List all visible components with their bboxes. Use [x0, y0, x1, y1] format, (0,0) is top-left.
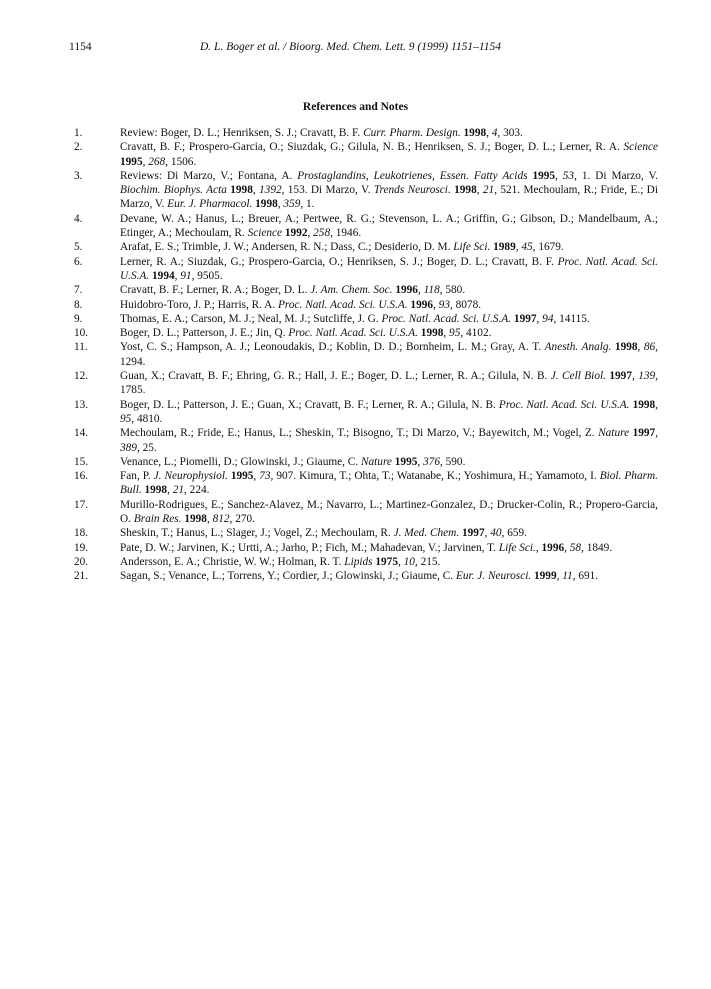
citation-text: Cravatt, B. F.; Lerner, R. A.; Boger, D. L. [120, 284, 311, 297]
citation-text: , [252, 184, 260, 197]
citation-text: Pate, D. W.; Jarvinen, K.; Urtti, A.; Jarho, P.; Fich, M.; Mahadevan, V.; Jarvinen, T. [120, 541, 499, 554]
reference-text [120, 369, 658, 398]
citation-text: , 907. Kimura, T.; Ohta, T.; Watanabe, K.; Yoshimura, H.; Yamamoto, I. [270, 470, 600, 483]
citation-italic: 21 [482, 184, 495, 197]
citation-text: , 8078. [449, 298, 482, 311]
citation-year: 1996 [410, 298, 434, 311]
citation-italic: 53 [562, 169, 575, 182]
reference-text [120, 469, 658, 498]
citation-text: Cravatt, B. F.; Prospero-Garcia, O.; Siuzdak, G.; Gilula, N. B.; Henriksen, S. J.; Boger, D. L.; Lerner, R. A. [120, 141, 624, 154]
reference-text [120, 398, 658, 427]
reference-text [120, 340, 658, 369]
citation-italic: 91 [180, 269, 192, 282]
citation-text: , 4102. [460, 327, 492, 340]
citation-italic: Lipids [344, 555, 373, 568]
citation-year: 1992 [284, 227, 308, 240]
citation-year: 1998 [614, 341, 638, 354]
citation-italic: 86 [643, 341, 656, 354]
citation-italic: 10 [403, 555, 415, 568]
reference-number: 5. [74, 241, 83, 254]
citation-text: Sagan, S.; Venance, L.; Torrens, Y.; Cordier, J.; Glowinski, J.; Giaume, C. [120, 570, 456, 583]
reference-item [74, 398, 658, 427]
running-title: D. L. Boger et al. / Bioorg. Med. Chem. Lett. 9 (1999) 1151–1154 [200, 41, 501, 53]
reference-item [74, 126, 658, 140]
citation-italic: 95 [120, 412, 132, 425]
citation-italic: J. Am. Chem. Soc. [310, 284, 393, 297]
reference-item [74, 369, 658, 398]
citation-italic: Anesth. Analg. [544, 341, 612, 354]
citation-text: , [564, 541, 570, 554]
reference-number: 6. [74, 255, 83, 268]
reference-number: 9. [74, 312, 83, 325]
citation-text: , 590. [439, 455, 466, 468]
citation-text: Reviews: Di Marzo, V.; Fontana, A. [120, 169, 298, 182]
citation-italic: 73 [259, 470, 271, 483]
citation-text: , 25. [136, 441, 157, 454]
citation-year: 1997 [632, 427, 656, 440]
reference-item [74, 541, 658, 555]
page-number: 1154 [69, 41, 92, 53]
citation-italic: 268 [148, 155, 166, 168]
citation-italic: Curr. Pharm. Design. [363, 127, 461, 139]
citation-text: Review: Boger, D. L.; Henriksen, S. J.; Cravatt, B. F. [120, 127, 364, 139]
citation-year: 1997 [462, 527, 485, 540]
citation-text: , [417, 455, 424, 468]
citation-text: , [174, 269, 181, 282]
citation-text: , 224. [184, 484, 210, 497]
reference-item [74, 498, 658, 527]
citation-text: Devane, W. A.; Hanus, L.; Breuer, A.; Pertwee, R. G.; Stevenson, L. A.; Griffin, G.; Gibson, D.; Mandelbaum, A.; Etinger, A.; Mechoulam, R. [120, 212, 658, 240]
citation-text: , 1679. [532, 241, 564, 254]
citation-italic: Prostaglandins, Leukotrienes, Essen. Fatty Acids [297, 169, 528, 182]
citation-year: 1996 [395, 284, 418, 297]
citation-year: 1995 [394, 455, 418, 468]
reference-number: 2. [74, 141, 83, 154]
citation-italic: Proc. Natl. Acad. Sci. U.S.A. [288, 327, 418, 340]
reference-number: 8. [74, 298, 83, 311]
citation-text: , 270. [229, 513, 255, 526]
citation-year: 1989 [493, 241, 516, 254]
citation-year: 1998 [144, 484, 168, 497]
citation-text: , [433, 298, 439, 311]
citation-italic: 139 [638, 370, 656, 383]
reference-list [74, 126, 658, 584]
citation-year: 1998 [463, 127, 487, 139]
reference-item [74, 140, 658, 169]
citation-italic: J. Med. Chem. [393, 527, 460, 540]
citation-text: , 659. [501, 527, 527, 540]
citation-year: 1998 [230, 184, 253, 197]
citation-text: , [556, 570, 563, 583]
citation-text: , 1. Di Marzo, V. [574, 169, 659, 182]
citation-italic: Proc. Natl. Acad. Sci. U.S.A. [278, 298, 408, 311]
citation-text: , [476, 184, 483, 197]
citation-italic: Life Sci. [453, 241, 491, 254]
citation-italic: 118 [423, 284, 440, 297]
citation-italic: Biol. Pharm. Bull. [120, 470, 658, 497]
citation-text: , [637, 341, 644, 354]
reference-text [120, 455, 658, 469]
reference-text [120, 326, 658, 340]
citation-text: , 153. Di Marzo, V. [281, 184, 374, 197]
reference-text [120, 255, 658, 284]
reference-text [120, 140, 658, 169]
citation-text: , 14115. [553, 312, 590, 325]
reference-number: 21. [74, 570, 89, 583]
citation-italic: J. Neurophysiol. [153, 470, 228, 483]
citation-italic: 93 [438, 298, 450, 311]
reference-number: 19. [74, 541, 89, 554]
citation-text: , [206, 513, 213, 526]
citation-text: , 1785. [120, 370, 659, 397]
citation-italic: 389 [120, 441, 137, 454]
citation-year: 1975 [375, 555, 398, 568]
reference-text [120, 426, 658, 455]
citation-text: Boger, D. L.; Patterson, J. E.; Guan, X.; Cravatt, B. F.; Lerner, R. A.; Gilula, N. B. [120, 398, 499, 411]
reference-text [120, 283, 658, 297]
citation-text: , [535, 541, 542, 554]
reference-item [74, 283, 658, 297]
citation-text: Venance, L.; Piomelli, D.; Glowinski, J.; Giaume, C. [120, 455, 361, 468]
reference-item [74, 240, 658, 254]
reference-item [74, 255, 658, 284]
reference-text [120, 240, 658, 254]
citation-italic: Brain Res. [133, 513, 182, 526]
citation-text: Mechoulam, R.; Fride, E.; Hanus, L.; Sheskin, T.; Bisogno, T.; Di Marzo, V.; Bayewitch, M.; Vogel, Z. [120, 427, 599, 440]
reference-item [74, 340, 658, 369]
reference-number: 11. [74, 341, 88, 354]
citation-italic: Proc. Natl. Acad. Sci. U.S.A. [120, 255, 658, 282]
citation-text: , 521. Mechoulam, R.; Fride, E.; Di Marzo, V. [120, 184, 658, 211]
citation-italic: 40 [490, 527, 502, 540]
citation-italic: 45 [521, 241, 533, 254]
citation-text: , [417, 284, 424, 297]
citation-text: Yost, C. S.; Hampson, A. J.; Leonoudakis, D.; Koblin, D. D.; Bornheim, L. M.; Gray, A. T. [120, 341, 545, 354]
citation-text: Thomas, E. A.; Carson, M. J.; Neal, M. J.; Sutcliffe, J. G. [120, 312, 382, 325]
page-header [69, 41, 651, 57]
reference-item [74, 555, 658, 569]
citation-italic: 1392 [259, 184, 282, 197]
citation-text: , [253, 470, 260, 483]
citation-italic: Nature [360, 455, 392, 468]
citation-year: 1996 [541, 541, 565, 554]
citation-text: , [397, 555, 404, 568]
citation-year: 1997 [513, 312, 537, 325]
citation-text: Fan, P. [120, 470, 154, 483]
reference-item [74, 469, 658, 498]
citation-text: , [515, 241, 522, 254]
citation-text: , 1294. [120, 341, 659, 368]
citation-text: , [484, 527, 491, 540]
reference-text [120, 541, 658, 555]
citation-text: , 9505. [191, 269, 223, 282]
reference-item [74, 526, 658, 540]
reference-text [120, 569, 658, 583]
citation-text: , [167, 484, 173, 497]
reference-number: 13. [74, 398, 89, 411]
citation-italic: Science [247, 227, 283, 240]
citation-year: 1999 [534, 570, 557, 583]
reference-item [74, 312, 658, 326]
reference-text [120, 212, 658, 241]
citation-italic: Trends Neurosci. [373, 184, 451, 197]
citation-text: , [655, 427, 659, 440]
reference-number: 15. [74, 455, 89, 468]
reference-number: 10. [74, 327, 89, 340]
reference-text [120, 526, 658, 540]
citation-italic: Proc. Natl. Acad. Sci. U.S.A. [381, 312, 512, 325]
citation-year: 1995 [120, 155, 143, 168]
citation-year: 1994 [152, 269, 175, 282]
reference-number: 20. [74, 555, 89, 568]
citation-text: , [307, 227, 314, 240]
citation-year: 1998 [184, 513, 207, 526]
citation-italic: 58 [569, 541, 582, 554]
citation-text: , [536, 312, 543, 325]
citation-text: , 691. [572, 570, 599, 583]
citation-text: , [555, 169, 563, 182]
citation-text: Lerner, R. A.; Siuzdak, G.; Prospero-Garcia, O.; Henriksen, S. J.; Boger, D. L.; Cravatt, B. F. [120, 255, 558, 268]
citation-italic: 4 [491, 127, 498, 139]
citation-italic: 812 [212, 513, 230, 526]
citation-text: , 1849. [581, 541, 613, 554]
citation-text: , [631, 370, 639, 383]
reference-item [74, 426, 658, 455]
citation-italic: Nature [598, 427, 630, 440]
citation-text: , [486, 127, 492, 139]
citation-italic: Proc. Natl. Acad. Sci. U.S.A. [498, 398, 630, 411]
citation-year: 1995 [230, 470, 254, 483]
reference-number: 17. [74, 498, 89, 511]
citation-year: 1998 [255, 198, 278, 211]
citation-italic: Biochim. Biophys. Acta [120, 184, 227, 197]
reference-number: 3. [74, 169, 83, 182]
citation-italic: 95 [449, 327, 461, 340]
citation-text: , 215. [414, 555, 441, 568]
reference-number: 16. [74, 470, 89, 483]
citation-year: 1998 [454, 184, 477, 197]
reference-number: 7. [74, 284, 83, 297]
citation-text: , 303. [497, 127, 523, 139]
reference-number: 1. [74, 127, 83, 139]
reference-text [120, 498, 658, 527]
reference-number: 4. [74, 212, 83, 225]
citation-year: 1998 [632, 398, 656, 411]
citation-year: 1995 [532, 169, 556, 182]
citation-italic: 11 [562, 570, 573, 583]
reference-text [120, 312, 658, 326]
citation-text: Sheskin, T.; Hanus, L.; Slager, J.; Vogel, Z.; Mechoulam, R. [120, 527, 394, 540]
reference-item [74, 212, 658, 241]
citation-text: , 4810. [131, 412, 163, 425]
citation-italic: Eur. J. Neurosci. [455, 570, 532, 583]
section-heading: References and Notes [302, 101, 409, 113]
citation-text: , 1946. [330, 227, 362, 240]
reference-number: 14. [74, 427, 89, 440]
reference-text [120, 555, 658, 569]
reference-item [74, 326, 658, 340]
citation-text: Huidobro-Toro, J. P.; Harris, R. A. [120, 298, 278, 311]
citation-text: , [655, 398, 658, 411]
citation-text: , [277, 198, 284, 211]
citation-italic: Science [623, 141, 658, 154]
citation-italic: Life Sci. [498, 541, 536, 554]
reference-item [74, 169, 658, 212]
citation-text: , 580. [439, 284, 466, 297]
citation-italic: J. Cell Biol. [550, 370, 606, 383]
citation-italic: 94 [542, 312, 554, 325]
reference-item [74, 569, 658, 583]
reference-number: 12. [74, 370, 89, 383]
reference-number: 18. [74, 527, 89, 540]
citation-italic: 376 [423, 455, 440, 468]
citation-italic: Eur. J. Pharmacol. [167, 198, 253, 211]
reference-text [120, 298, 658, 312]
reference-text [120, 126, 658, 140]
citation-text: Guan, X.; Cravatt, B. F.; Ehring, G. R.; Hall, J. E.; Boger, D. L.; Lerner, R. A.; Gilula, N. B. [120, 370, 551, 383]
citation-text: , 1506. [165, 155, 197, 168]
citation-italic: 359 [283, 198, 301, 211]
citation-italic: 21 [172, 484, 185, 497]
citation-text: Boger, D. L.; Patterson, J. E.; Jin, Q. [120, 327, 289, 340]
citation-text: Andersson, E. A.; Christie, W. W.; Holman, R. T. [120, 555, 345, 568]
citation-text: Murillo-Rodrigues, E.; Sanchez-Alavez, M.; Navarro, L.; Martinez-Gonzalez, D.; Drucker-Colin, R.; Propero-Garcia, O. [120, 498, 658, 526]
reference-text [120, 169, 658, 212]
citation-text: Arafat, E. S.; Trimble, J. W.; Andersen, R. N.; Dass, C.; Desiderio, D. M. [120, 241, 454, 254]
reference-item [74, 298, 658, 312]
citation-year: 1997 [609, 370, 632, 383]
reference-item [74, 455, 658, 469]
citation-text: , 1. [300, 198, 315, 211]
citation-year: 1998 [420, 327, 444, 340]
citation-italic: 258 [313, 227, 331, 240]
citation-text: , [142, 155, 149, 168]
citation-text: , [443, 327, 450, 340]
